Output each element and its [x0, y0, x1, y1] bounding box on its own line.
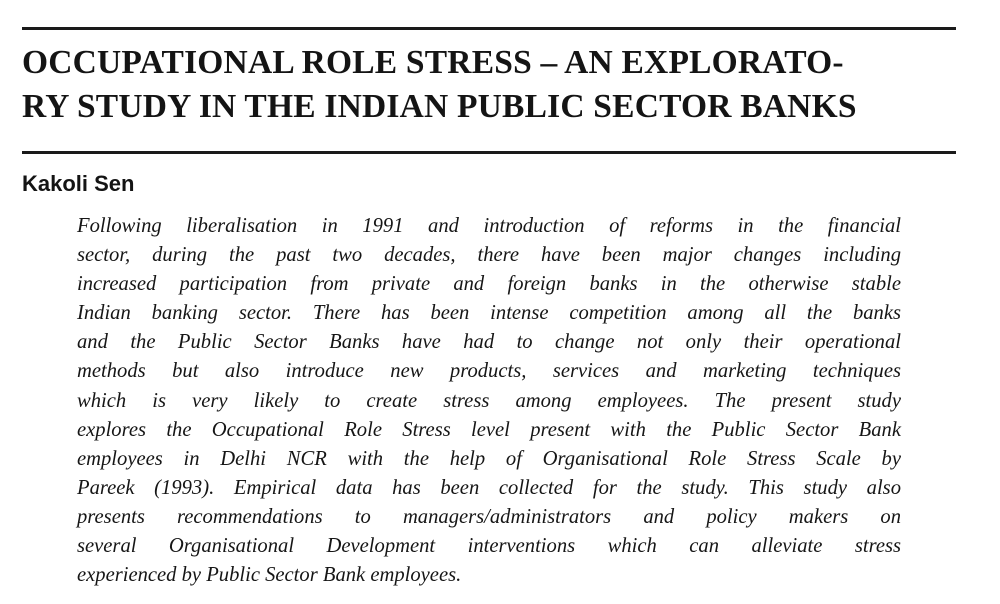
abstract-line: presents recommendations to managers/administrators and policy makers on: [77, 505, 901, 528]
abstract-line: and the Public Sector Banks have had to change not only their operational: [77, 331, 901, 354]
abstract-line: increased participation from private and foreign banks in the otherwise stable: [77, 273, 901, 296]
abstract-line: employees in Delhi NCR with the help of Organisational Role Stress Scale by: [77, 447, 901, 470]
paper-title: [22, 41, 962, 129]
abstract-line: which is very likely to create stress among employees. The present study: [77, 389, 901, 412]
abstract-line: several Organisational Development interventions which can alleviate stress: [77, 535, 901, 558]
bottom-rule: [22, 151, 956, 154]
abstract-line: methods but also introduce new products, services and marketing techniques: [77, 360, 901, 383]
abstract-line: experienced by Public Sector Bank employees.: [77, 564, 462, 587]
abstract: [77, 212, 901, 590]
top-rule: [22, 27, 956, 30]
abstract-line: explores the Occupational Role Stress level present with the Public Sector Bank: [77, 418, 901, 441]
abstract-line: Following liberalisation in 1991 and introduction of reforms in the financial: [77, 215, 901, 237]
abstract-line: Indian banking sector. There has been intense competition among all the banks: [77, 302, 901, 325]
abstract-line: sector, during the past two decades, there have been major changes including: [77, 244, 901, 267]
title-line-2: RY STUDY IN THE INDIAN PUBLIC SECTOR BANKS: [22, 88, 857, 125]
title-line-1: OCCUPATIONAL ROLE STRESS – AN EXPLORATO-: [22, 44, 844, 81]
author-name: Kakoli Sen: [22, 171, 135, 196]
abstract-line: Pareek (1993). Empirical data has been collected for the study. This study also: [77, 476, 901, 499]
